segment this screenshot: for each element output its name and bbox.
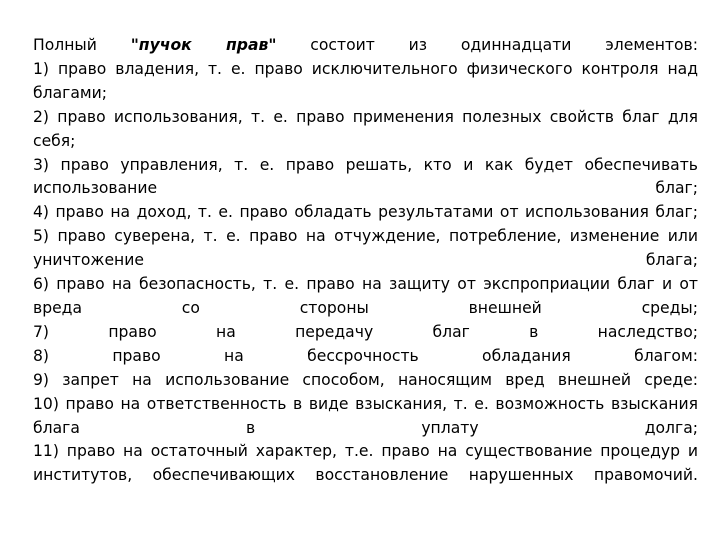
item-3-line-1: 3) право управления, т. е. право решать, кто и как будет обеспечивать <box>33 155 698 174</box>
bundle-of-rights-term: "пучок прав" <box>130 36 277 54</box>
intro-line <box>33 34 698 58</box>
item-4-line-1: 4) право на доход, т. е. право обладать результатами от использования благ; <box>33 203 698 222</box>
item-11-line-2: институтов, обеспечивающих восстановление нарушенных правомочий. <box>33 466 698 485</box>
item-11-line-1: 11) право на остаточный характер, т.е. право на существование процедур и <box>33 442 698 461</box>
item-8-line-1: 8) право на бессрочность обладания благом: <box>33 346 698 365</box>
rights-bundle-text <box>33 34 698 488</box>
item-10-line-1: 10) право на ответственность в виде взыскания, т. е. возможность взыскания <box>33 394 698 413</box>
item-1-line-1: 1) право владения, т. е. право исключительного физического контроля над <box>33 59 698 78</box>
item-6-line-1: 6) право на безопасность, т. е. право на защиту от экспроприации благ и от <box>33 275 698 294</box>
item-7-line-1: 7) право на передачу благ в наследство; <box>33 322 698 341</box>
item-1-line-2: благами; <box>33 83 108 102</box>
item-9-line-1: 9) запрет на использование способом, наносящим вред внешней среде: <box>33 370 698 389</box>
item-3-line-2: использование благ; <box>33 179 698 198</box>
item-10-line-2: блага в уплату долга; <box>33 418 698 437</box>
item-2-line-1: 2) право использования, т. е. право применения полезных свойств благ для <box>33 107 698 126</box>
item-6-line-2: вреда со стороны внешней среды; <box>33 298 698 317</box>
item-2-line-2: себя; <box>33 131 76 150</box>
intro-prefix: Полный <box>33 36 97 54</box>
item-5-line-1: 5) право суверена, т. е. право на отчуждение, потребление, изменение или <box>33 227 698 246</box>
item-5-line-2: уничтожение блага; <box>33 251 698 270</box>
intro-suffix: состоит из одиннадцати элементов: <box>310 36 698 54</box>
